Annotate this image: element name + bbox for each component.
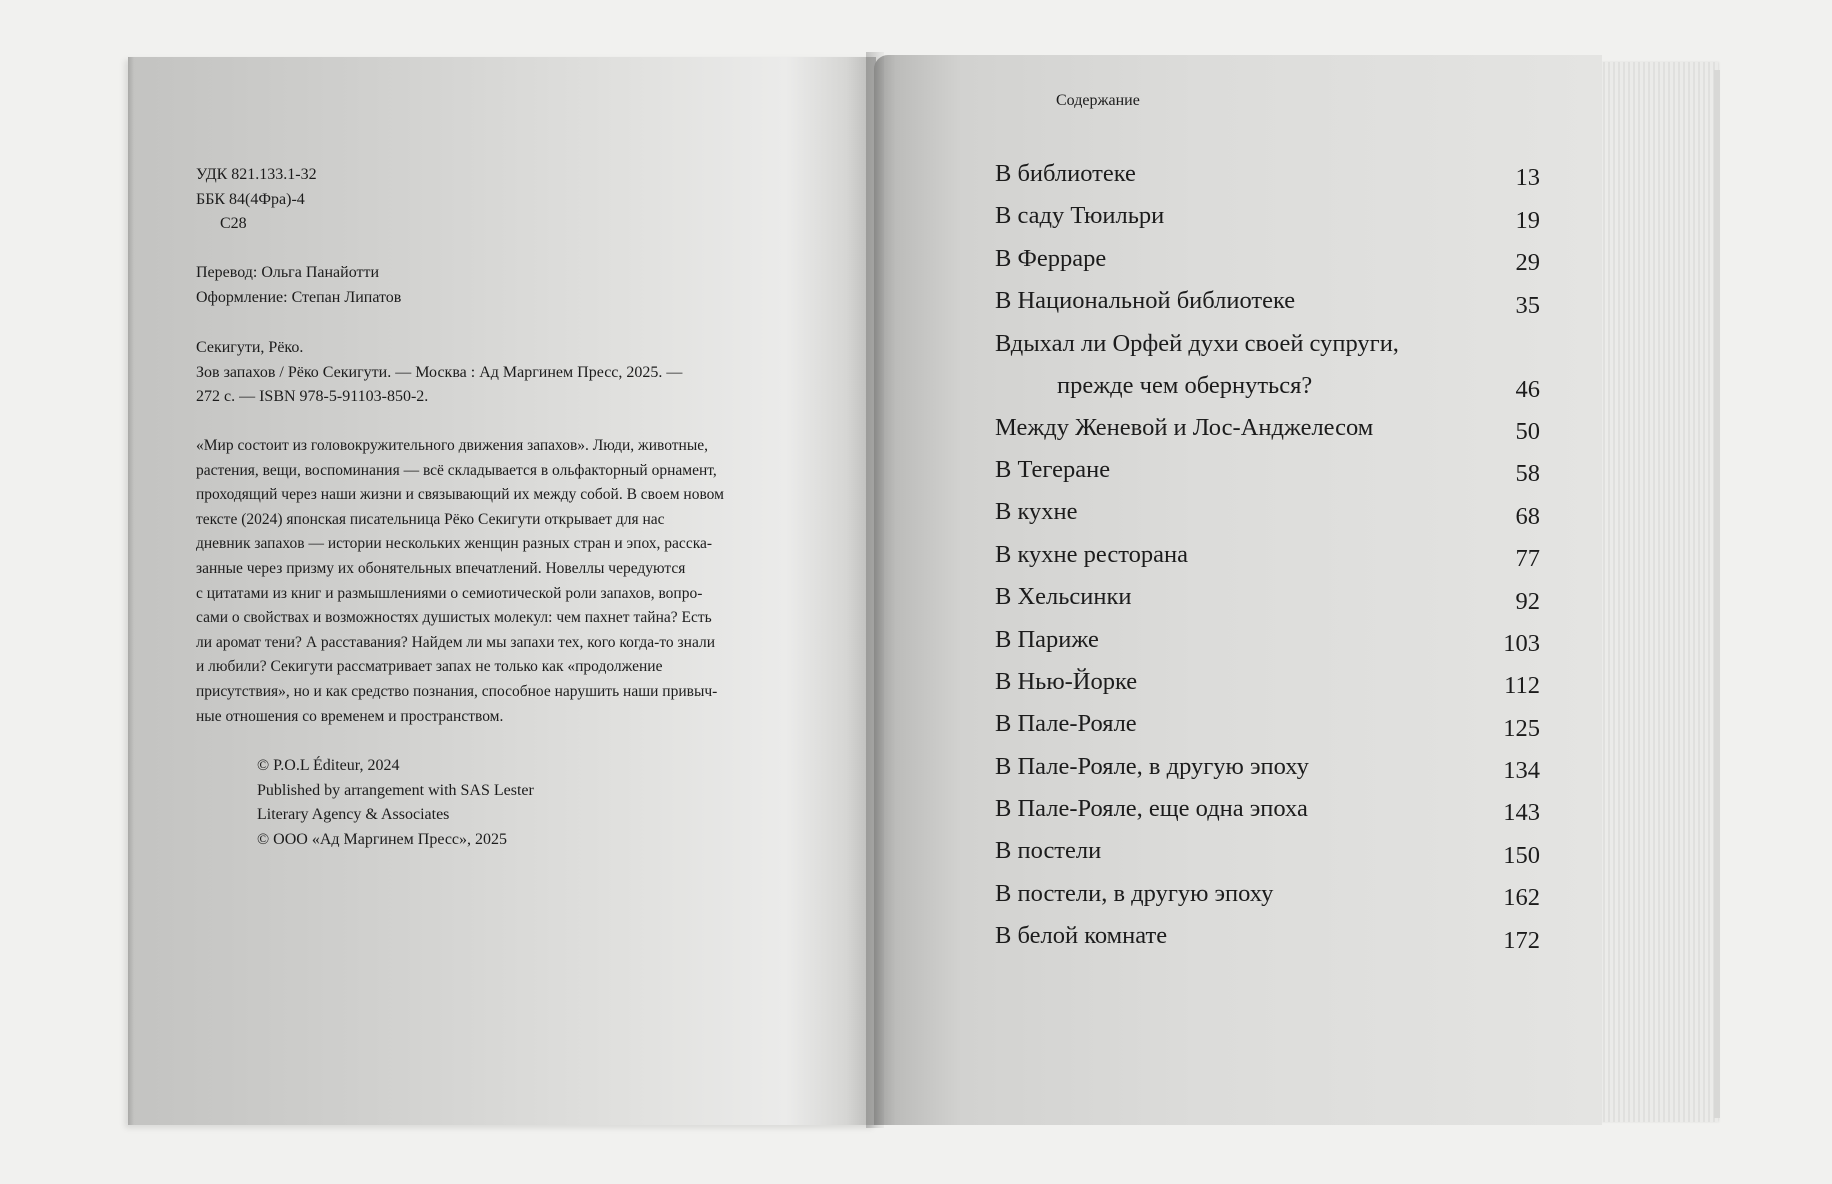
annotation-line: проходящий через наши жизни и связывающий их между собой. В своем новом [196, 486, 724, 504]
toc-entry [995, 287, 1540, 329]
toc-entry [995, 541, 1540, 583]
toc-entry-title [995, 668, 1137, 696]
toc-entry-title [995, 837, 1101, 865]
toc-entry-page-number: 134 [1503, 757, 1540, 785]
copyright-line: Published by arrangement with SAS Lester [257, 781, 534, 799]
toc-entry-title [995, 880, 1273, 908]
toc-entry [995, 330, 1540, 414]
toc-entry [995, 202, 1540, 244]
toc-entry [995, 795, 1540, 837]
annotation-line: растения, вещи, воспоминания — всё складывается в ольфакторный орнамент, [196, 461, 717, 479]
toc-entry [995, 710, 1540, 752]
toc-entry-title-line: Между Женевой и Лос-Анджелесом [995, 413, 1374, 441]
toc-entry-page-number: 112 [1504, 672, 1540, 700]
toc-entry-page-number: 29 [1515, 249, 1540, 277]
annotation-line: дневник запахов — истории нескольких женщин разных стран и эпох, расска- [196, 535, 713, 553]
toc-entry-title-line: В Пале-Рояле, в другую эпоху [995, 752, 1309, 780]
udk-code: УДК 821.133.1-32 [196, 166, 317, 183]
toc-entry-title [995, 160, 1136, 188]
toc-entry-title-line: В Национальной библиотеке [995, 287, 1296, 315]
toc-entry [995, 456, 1540, 498]
toc-entry-title-line: В Пале-Рояле [995, 710, 1137, 738]
annotation-line: «Мир состоит из головокружительного движения запахов». Люди, животные, [196, 437, 709, 454]
design-credit: Оформление: Степан Липатов [196, 288, 402, 306]
table-of-contents [995, 160, 1540, 965]
toc-entry-title-line: В библиотеке [995, 160, 1136, 187]
toc-entry-title [995, 795, 1308, 823]
toc-entry-page-number: 150 [1503, 841, 1540, 869]
toc-entry-title-line: Вдыхал ли Орфей духи своей супруги, [995, 329, 1399, 357]
toc-entry-title [995, 753, 1309, 781]
annotation-line: присутствия», но и как средство познания, способное нарушить наши привыч- [196, 682, 718, 700]
annotation [196, 434, 818, 729]
toc-entry-page-number: 68 [1515, 502, 1540, 530]
toc-entry-title [995, 541, 1188, 569]
classification-codes [196, 163, 317, 237]
copyright-line: © ООО «Ад Маргинем Пресс», 2025 [257, 830, 508, 848]
credits [196, 261, 401, 310]
toc-entry-title [995, 583, 1132, 611]
toc-entry [995, 245, 1540, 287]
copyright-block [257, 754, 534, 852]
annotation-line: ные отношения со временем и пространством. [196, 707, 504, 725]
toc-entry [995, 837, 1540, 879]
toc-entry-page-number: 35 [1515, 291, 1540, 319]
toc-entry [995, 880, 1540, 922]
toc-entry-title-line: В кухне [995, 498, 1078, 526]
annotation-line: тексте (2024) японская писательница Рёко Секигути открывает для нас [196, 510, 665, 528]
toc-entry-page-number: 46 [1515, 375, 1540, 403]
translator-credit: Перевод: Ольга Панайотти [196, 264, 380, 281]
copyright-line: © P.O.L Éditeur, 2024 [257, 757, 400, 774]
author-mark: С28 [220, 215, 247, 232]
bib-line: Секигути, Рёко. [196, 339, 304, 356]
toc-entry-page-number: 50 [1515, 417, 1540, 445]
toc-entry-title-line: В Нью-Йорке [995, 667, 1138, 695]
toc-entry-title [995, 202, 1164, 230]
toc-entry-title [995, 330, 1399, 400]
annotation-line: и любили? Секигути рассматривает запах не только как «продолжение [196, 658, 663, 676]
toc-entry-title-line: В Тегеране [995, 455, 1111, 483]
annotation-line: с цитатами из книг и размышлениями о семиотической роли запахов, вопро- [196, 584, 703, 602]
annotation-line: сами о свойствах и возможностях душистых молекул: чем пахнет тайна? Есть [196, 609, 712, 627]
toc-entry [995, 583, 1540, 625]
page-stack-edge [1714, 70, 1720, 1118]
toc-entry-page-number: 92 [1515, 587, 1540, 615]
toc-entry-title-line: В белой комнате [995, 922, 1168, 950]
bbk-code: ББК 84(4Фра)-4 [196, 190, 305, 208]
toc-entry-page-number: 143 [1503, 799, 1540, 827]
toc-entry-title [995, 498, 1078, 526]
toc-entry-title [995, 922, 1167, 950]
toc-entry-title [995, 456, 1110, 484]
toc-entry-page-number: 162 [1503, 884, 1540, 912]
copyright-line: Literary Agency & Associates [257, 806, 450, 823]
bibliographic-record [196, 336, 682, 410]
toc-entry-title [995, 414, 1373, 442]
contents-heading: Содержание [1056, 92, 1140, 109]
toc-entry-title-line: В постели [995, 837, 1102, 865]
toc-entry-page-number: 13 [1515, 164, 1540, 192]
bib-line: 272 с. — ISBN 978-5-91103-850-2. [196, 388, 429, 405]
toc-entry [995, 414, 1540, 456]
toc-entry [995, 160, 1540, 202]
toc-entry [995, 498, 1540, 540]
toc-entry-page-number: 19 [1515, 206, 1540, 234]
toc-entry-page-number: 58 [1515, 460, 1540, 488]
annotation-line: занные через призму их обонятельных впечатлений. Новеллы чередуются [196, 559, 686, 577]
toc-entry-title-line: В Париже [995, 625, 1099, 653]
toc-entry-title-line: прежде чем обернуться? [1057, 371, 1313, 399]
book-spine-shadow [866, 52, 884, 1128]
bib-line: Зов запахов / Рёко Секигути. — Москва : Ад Маргинем Пресс, 2025. — [196, 363, 683, 381]
toc-entry [995, 753, 1540, 795]
toc-entry-title [995, 626, 1099, 654]
toc-entry [995, 922, 1540, 964]
toc-entry [995, 626, 1540, 668]
toc-entry-title [995, 710, 1137, 738]
toc-entry-page-number: 77 [1515, 545, 1540, 573]
toc-entry-title-line: В Пале-Рояле, еще одна эпоха [995, 795, 1308, 823]
toc-entry-page-number: 103 [1503, 629, 1540, 657]
left-page-edge [128, 57, 134, 1125]
toc-entry-title [995, 245, 1106, 273]
toc-entry [995, 668, 1540, 710]
toc-entry-title-line: В постели, в другую эпоху [995, 879, 1274, 907]
annotation-line: ли аромат тени? А расставания? Найдем ли мы запахи тех, кого когда-то знали [196, 633, 716, 651]
toc-entry-title-line: В саду Тюильри [995, 202, 1165, 230]
page-stack [1600, 62, 1718, 1122]
toc-entry-title [995, 287, 1295, 315]
toc-entry-title-line: В кухне ресторана [995, 540, 1188, 568]
toc-entry-page-number: 172 [1503, 926, 1540, 954]
toc-entry-page-number: 125 [1503, 714, 1540, 742]
toc-entry-title-line: В Ферраре [995, 244, 1107, 272]
toc-entry-title-line: В Хельсинки [995, 583, 1132, 611]
